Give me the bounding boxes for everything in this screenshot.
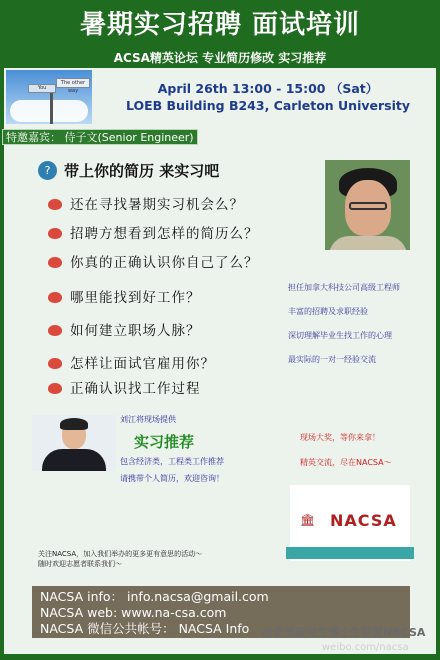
question-item: 如何建立职场人脉？	[48, 319, 201, 339]
bullet-icon	[48, 228, 62, 239]
prize-line: 现场大奖，等你来拿！	[300, 433, 380, 442]
question-item: 还在寻找暑期实习机会么？	[48, 193, 244, 213]
poster-subtitle: ACSA精英论坛 专业简历修改 实习推荐	[113, 51, 327, 65]
question-item: 哪里能找到好工作？	[48, 286, 201, 306]
provider-line: 请携带个人简历，欢迎咨询！	[120, 474, 224, 483]
sign-left: You	[28, 84, 56, 93]
question-item: 正确认识找工作过程	[48, 377, 201, 397]
guest-highlights	[288, 282, 436, 378]
bullet-icon	[48, 257, 62, 268]
follow-note: 关注NACSA，加入我们举办的更多更有意思的活动～ 随时欢迎志愿者联系我们～	[38, 550, 203, 568]
question-item: 怎样让面试官雇用你？	[48, 352, 215, 372]
headline: 带上你的简历 来实习吧	[64, 162, 220, 180]
cloud-shape	[10, 100, 88, 122]
signpost-image	[6, 70, 92, 124]
bullet-icon	[48, 199, 62, 210]
contact-web[interactable]: NACSA web: www.na-csa.com	[40, 605, 227, 620]
event-location: LOEB Building B243, Carleton University	[125, 98, 411, 113]
sign-right: The other way	[56, 78, 90, 88]
prize-line: 精英交流，尽在NACSA～	[300, 458, 392, 467]
prize-notes	[300, 432, 392, 482]
question-item: 你真的正确认识你自己了么？	[48, 251, 259, 271]
highlight-item: 丰富的招聘及求职经验	[288, 307, 368, 316]
internship-offer	[120, 414, 260, 490]
bullet-icon	[48, 383, 62, 394]
question-icon: ?	[38, 161, 57, 180]
contact-email[interactable]: NACSA info： info.nacsa@gmail.com	[40, 589, 269, 604]
logo-ribbon	[286, 547, 414, 559]
contact-wechat: NACSA 微信公共帐号： NACSA Info	[40, 621, 250, 636]
poster-title: 暑期实习招聘 面试培训	[79, 10, 361, 40]
guest-label: 特邀嘉宾： 侍子文(Senior Engineer)	[2, 129, 198, 145]
internship-heading: 实习推荐	[134, 433, 195, 451]
bullet-icon	[48, 292, 62, 303]
building-icon: 🏛	[300, 513, 316, 527]
event-time: April 26th 13:00 - 15:00 （Sat）	[157, 81, 379, 96]
weibo-url: weibo.com/nacsa	[322, 642, 409, 653]
provider-line: 刘江将现场提供	[120, 415, 176, 424]
highlight-item: 担任加拿大科技公司高级工程师	[288, 283, 400, 292]
provider-photo	[32, 415, 116, 471]
nacsa-logo	[290, 485, 410, 561]
bullet-icon	[48, 325, 62, 336]
question-item: 招聘方想看到怎样的简历么？	[48, 222, 259, 242]
guest-photo	[325, 160, 410, 250]
weibo-watermark: @北美研究生博士生联盟NACSA	[262, 626, 426, 639]
provider-line: 包含经济类，工程类工作推荐	[120, 457, 224, 466]
logo-text: NACSA	[330, 511, 397, 530]
bullet-icon	[48, 358, 62, 369]
highlight-item: 最实际的一对一经验交流	[288, 355, 376, 364]
event-info	[100, 80, 436, 114]
highlight-item: 深切理解毕业生找工作的心理	[288, 331, 392, 340]
